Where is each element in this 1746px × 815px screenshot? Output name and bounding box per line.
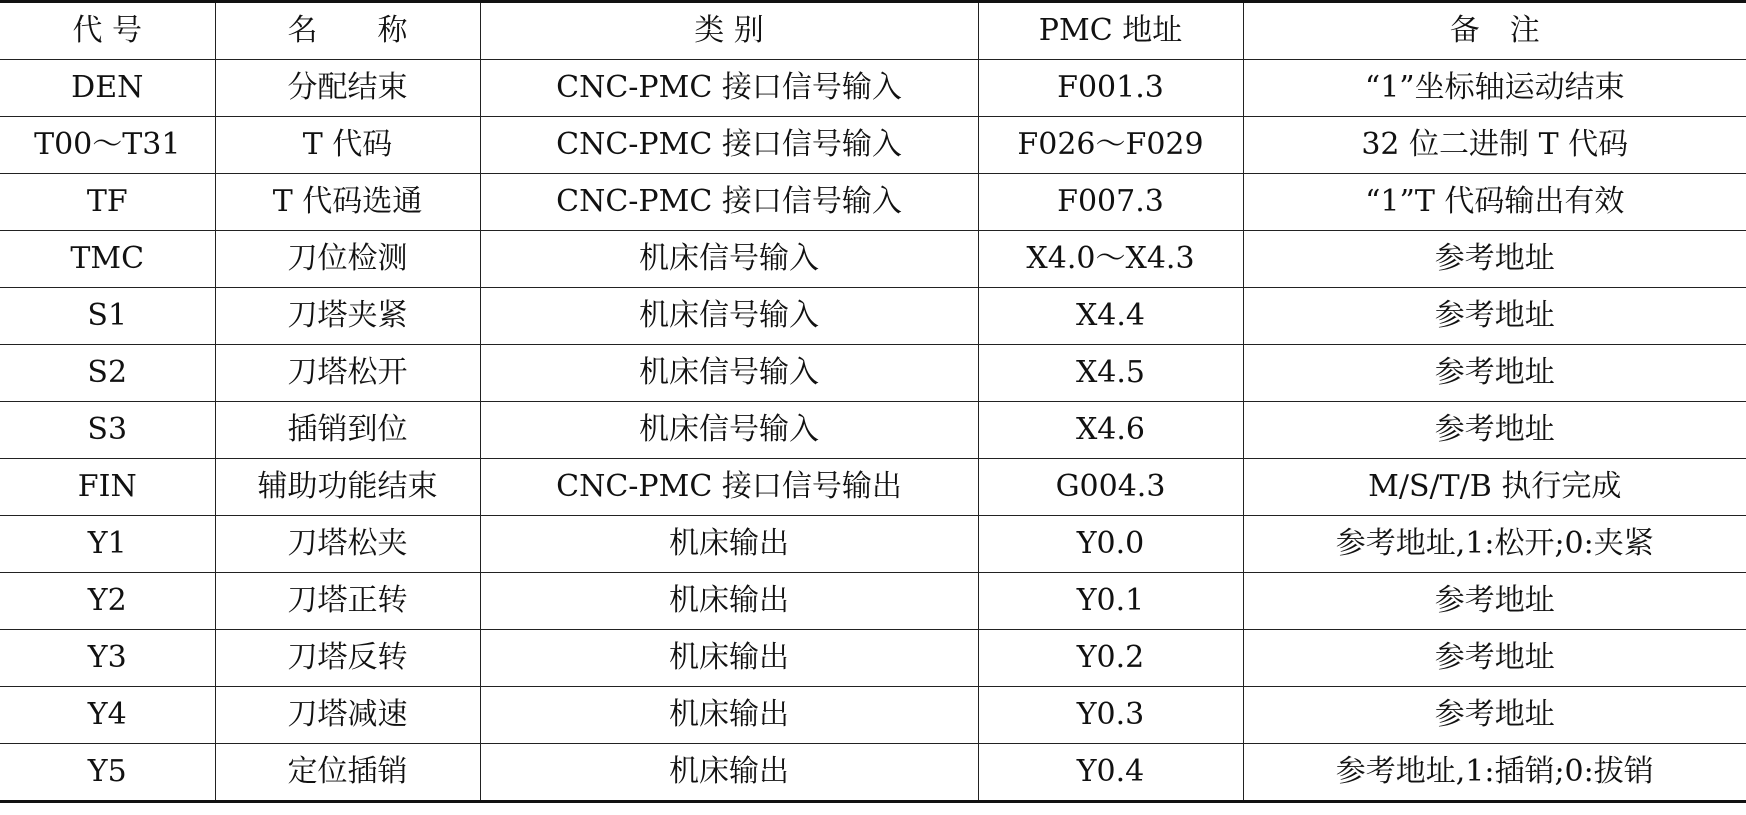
cell-pmc-address: X4.0～X4.3 bbox=[978, 231, 1243, 288]
cell-category: 机床输出 bbox=[480, 630, 978, 687]
cell-remarks: “1”坐标轴运动结束 bbox=[1243, 60, 1746, 117]
cell-code: T00～T31 bbox=[0, 117, 215, 174]
cell-category: CNC-PMC 接口信号输入 bbox=[480, 60, 978, 117]
table-body bbox=[0, 60, 1746, 802]
cell-name: 刀塔减速 bbox=[215, 687, 480, 744]
cell-code: Y2 bbox=[0, 573, 215, 630]
cell-name: 辅助功能结束 bbox=[215, 459, 480, 516]
cell-code: TF bbox=[0, 174, 215, 231]
cell-name: 刀塔夹紧 bbox=[215, 288, 480, 345]
cell-name: T 代码选通 bbox=[215, 174, 480, 231]
table-row bbox=[0, 573, 1746, 630]
cell-remarks: 参考地址 bbox=[1243, 573, 1746, 630]
cell-code: Y3 bbox=[0, 630, 215, 687]
cell-remarks: 参考地址 bbox=[1243, 231, 1746, 288]
cell-code: Y5 bbox=[0, 744, 215, 802]
table-row bbox=[0, 744, 1746, 802]
cell-pmc-address: Y0.3 bbox=[978, 687, 1243, 744]
cell-code: S3 bbox=[0, 402, 215, 459]
cell-name: 插销到位 bbox=[215, 402, 480, 459]
cell-remarks: 参考地址,1:松开;0:夹紧 bbox=[1243, 516, 1746, 573]
cell-category: 机床信号输入 bbox=[480, 402, 978, 459]
cell-code: S2 bbox=[0, 345, 215, 402]
cell-name: 刀塔松夹 bbox=[215, 516, 480, 573]
table-row bbox=[0, 231, 1746, 288]
cell-code: TMC bbox=[0, 231, 215, 288]
cell-remarks: “1”T 代码输出有效 bbox=[1243, 174, 1746, 231]
cell-category: CNC-PMC 接口信号输入 bbox=[480, 117, 978, 174]
cell-remarks: M/S/T/B 执行完成 bbox=[1243, 459, 1746, 516]
cell-pmc-address: F026～F029 bbox=[978, 117, 1243, 174]
cell-pmc-address: X4.6 bbox=[978, 402, 1243, 459]
header-name: 名 称 bbox=[215, 2, 480, 60]
cell-code: Y1 bbox=[0, 516, 215, 573]
header-remarks: 备 注 bbox=[1243, 2, 1746, 60]
table-row bbox=[0, 288, 1746, 345]
cell-category: 机床输出 bbox=[480, 687, 978, 744]
cell-name: 刀位检测 bbox=[215, 231, 480, 288]
cell-pmc-address: Y0.2 bbox=[978, 630, 1243, 687]
cell-remarks: 32 位二进制 T 代码 bbox=[1243, 117, 1746, 174]
cell-remarks: 参考地址 bbox=[1243, 630, 1746, 687]
cell-pmc-address: Y0.4 bbox=[978, 744, 1243, 802]
table-row bbox=[0, 345, 1746, 402]
cell-category: 机床信号输入 bbox=[480, 345, 978, 402]
cell-category: 机床输出 bbox=[480, 573, 978, 630]
cell-code: DEN bbox=[0, 60, 215, 117]
table-row bbox=[0, 402, 1746, 459]
table-header-row bbox=[0, 2, 1746, 60]
cell-pmc-address: Y0.1 bbox=[978, 573, 1243, 630]
cell-pmc-address: F007.3 bbox=[978, 174, 1243, 231]
cell-pmc-address: G004.3 bbox=[978, 459, 1243, 516]
table-row bbox=[0, 516, 1746, 573]
cell-name: 刀塔松开 bbox=[215, 345, 480, 402]
header-pmc-address: PMC 地址 bbox=[978, 2, 1243, 60]
cell-name: 定位插销 bbox=[215, 744, 480, 802]
cell-name: 刀塔正转 bbox=[215, 573, 480, 630]
cell-category: 机床输出 bbox=[480, 516, 978, 573]
cell-code: FIN bbox=[0, 459, 215, 516]
cell-pmc-address: F001.3 bbox=[978, 60, 1243, 117]
cell-remarks: 参考地址 bbox=[1243, 687, 1746, 744]
cell-pmc-address: Y0.0 bbox=[978, 516, 1243, 573]
cell-category: 机床输出 bbox=[480, 744, 978, 802]
table-row bbox=[0, 630, 1746, 687]
table-row bbox=[0, 117, 1746, 174]
cell-category: 机床信号输入 bbox=[480, 288, 978, 345]
cell-pmc-address: X4.5 bbox=[978, 345, 1243, 402]
cell-remarks: 参考地址 bbox=[1243, 345, 1746, 402]
cell-code: Y4 bbox=[0, 687, 215, 744]
cell-remarks: 参考地址 bbox=[1243, 288, 1746, 345]
cell-category: 机床信号输入 bbox=[480, 231, 978, 288]
cell-name: T 代码 bbox=[215, 117, 480, 174]
header-code: 代 号 bbox=[0, 2, 215, 60]
cell-remarks: 参考地址 bbox=[1243, 402, 1746, 459]
cell-category: CNC-PMC 接口信号输入 bbox=[480, 174, 978, 231]
cell-name: 刀塔反转 bbox=[215, 630, 480, 687]
cell-pmc-address: X4.4 bbox=[978, 288, 1243, 345]
table-row bbox=[0, 174, 1746, 231]
table-row bbox=[0, 687, 1746, 744]
header-category: 类 别 bbox=[480, 2, 978, 60]
table-row bbox=[0, 459, 1746, 516]
cell-code: S1 bbox=[0, 288, 215, 345]
cell-category: CNC-PMC 接口信号输出 bbox=[480, 459, 978, 516]
cell-name: 分配结束 bbox=[215, 60, 480, 117]
cell-remarks: 参考地址,1:插销;0:拔销 bbox=[1243, 744, 1746, 802]
table-row bbox=[0, 60, 1746, 117]
